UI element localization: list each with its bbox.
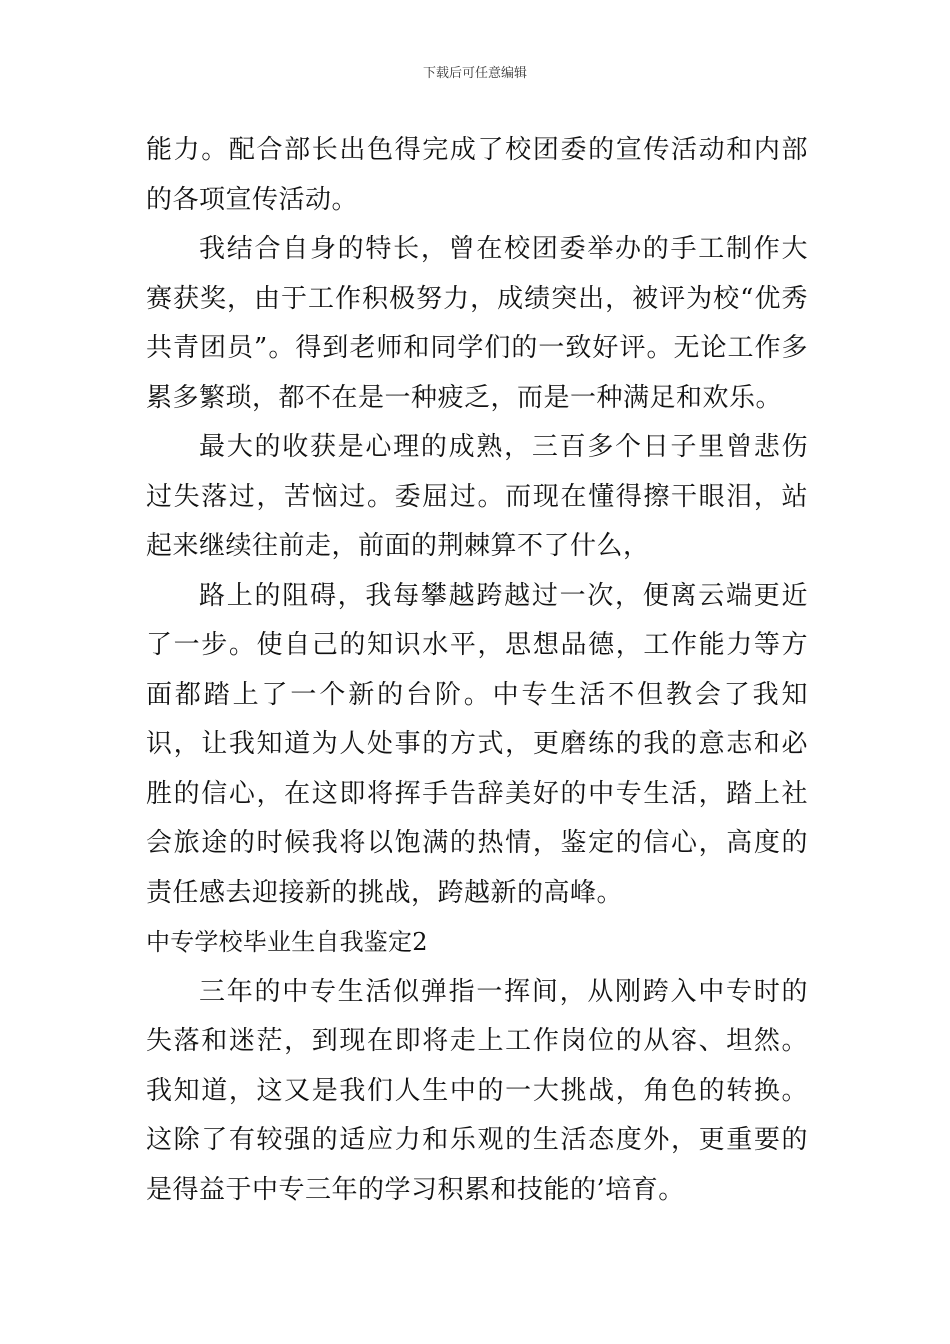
paragraph-continuation: 能力。配合部长出色得完成了校团委的宣传活动和内部的各项宣传活动。 bbox=[146, 135, 808, 215]
page-header-note: 下载后可任意编辑 bbox=[422, 66, 527, 81]
paragraph-three-years: 三年的中专生活似弹指一挥间，从刚跨入中专时的失落和迷茫，到现在即将走上工作岗位的从容、坦然。我知道，这又是我们人生中的一大挑战，角色的转换。这除了有较强的适应力和乐观的生活态度外，更重要的是得益于中专三年的学习积累和技能的’培育。 bbox=[146, 976, 808, 1205]
paragraph-obstacles: 路上的阻碍，我每攀越跨越过一次，便离云端更近了一步。使自己的知识水平，思想品德，工作能力等方面都踏上了一个新的台阶。中专生活不但教会了我知识，让我知道为人处事的方式，更磨练的我的意志和必胜的信心，在这即将挥手告辞美好的中专生活，踏上社会旅途的时候我将以饱满的热情，鉴定的信心，高度的责任感去迎接新的挑战，跨越新的高峰。 bbox=[146, 580, 808, 908]
paragraph-harvest: 最大的收获是心理的成熟，三百多个日子里曾悲伤过失落过，苦恼过。委屈过。而现在懂得擦干眼泪，站起来继续往前走，前面的荆棘算不了什么， bbox=[146, 432, 808, 561]
paragraph-award: 我结合自身的特长，曾在校团委举办的手工制作大赛获奖，由于工作积极努力，成绩突出，被评为校“优秀共青团员”。得到老师和同学们的一致好评。无论工作多累多繁琐，都不在是一种疲乏，而是一种满足和欢乐。 bbox=[146, 234, 808, 413]
section-title: 中专学校毕业生自我鉴定2 bbox=[146, 928, 428, 956]
document-body bbox=[146, 126, 808, 1215]
